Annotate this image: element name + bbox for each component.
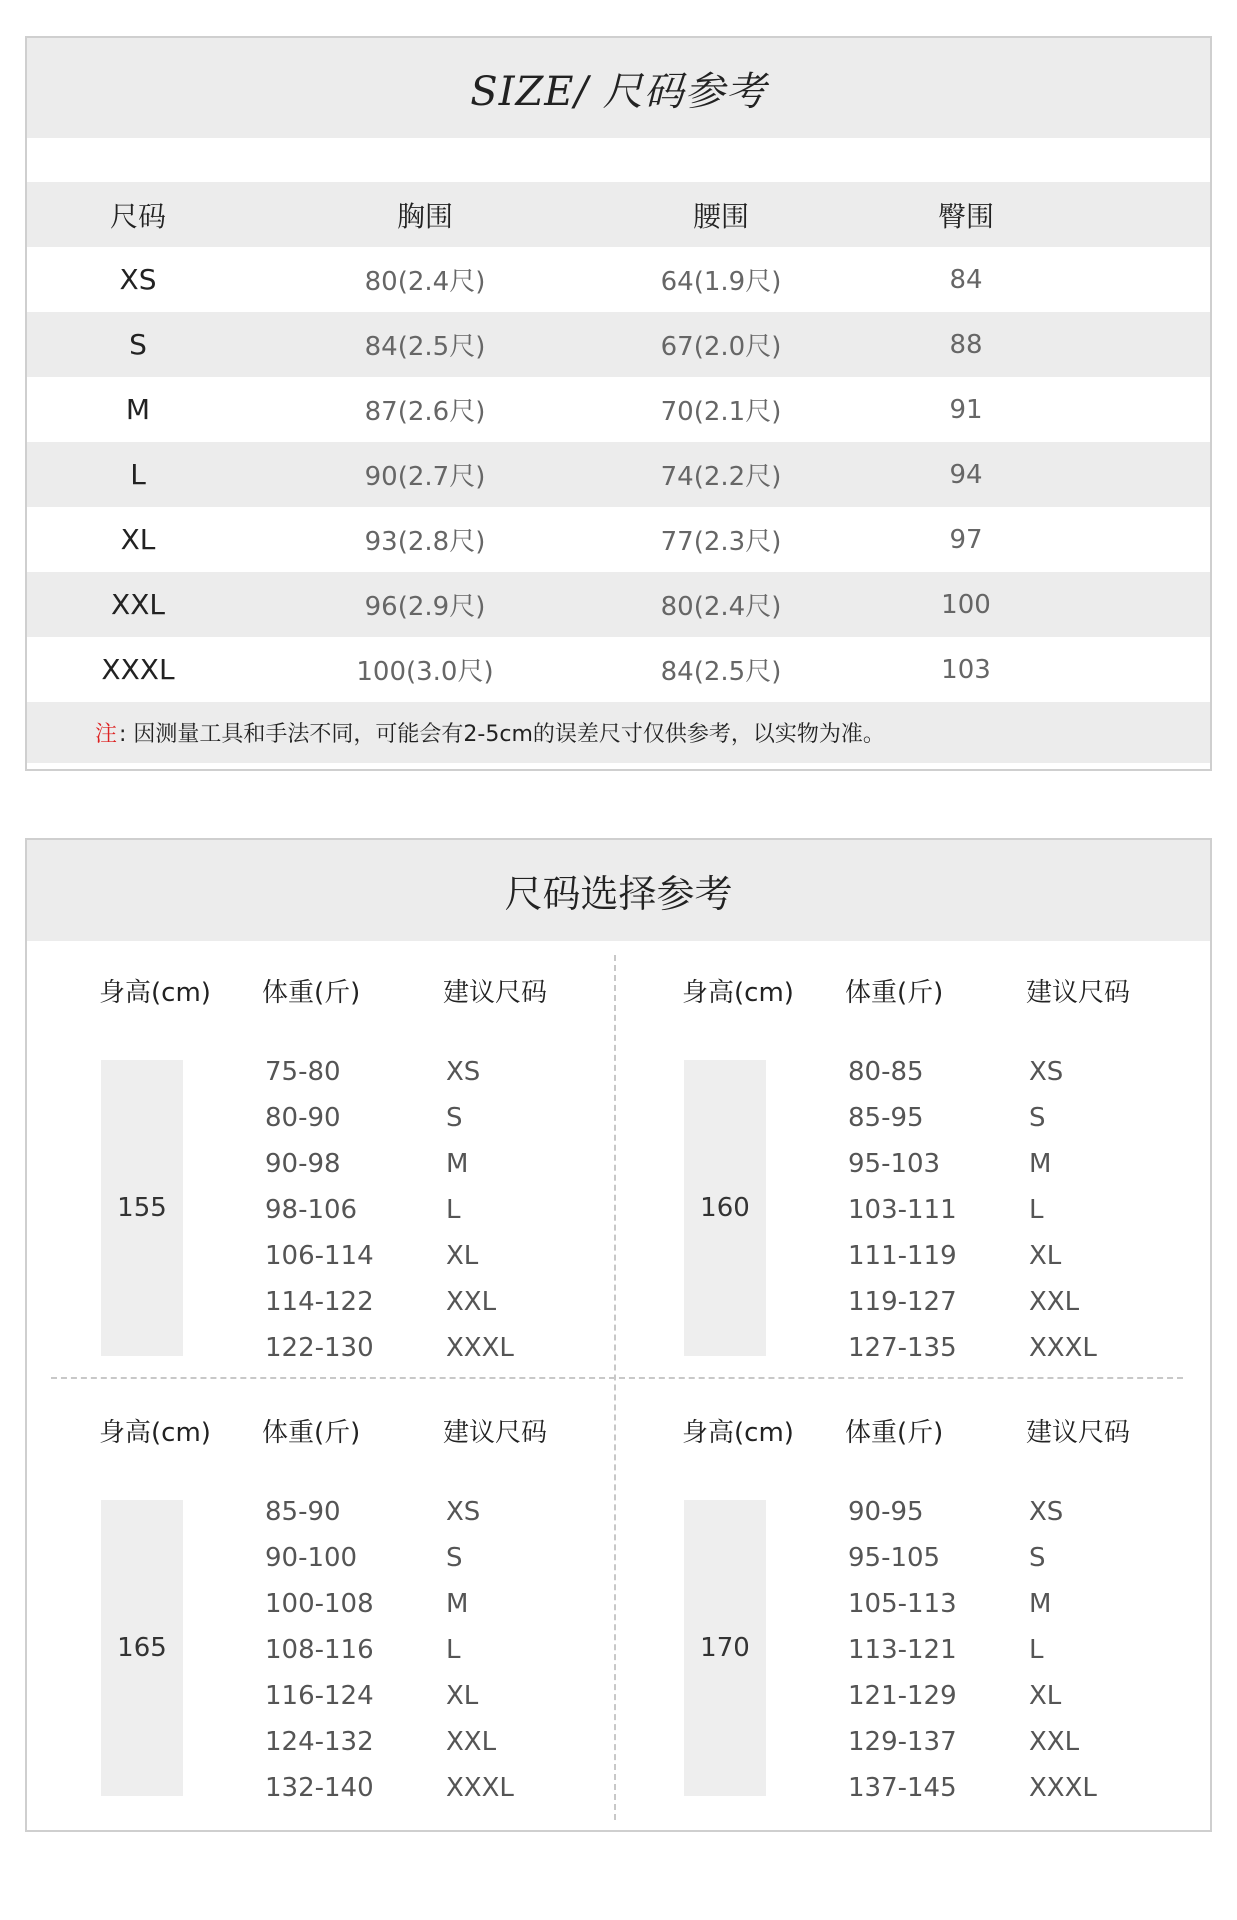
cell-chest: 100(3.0尺)	[356, 657, 494, 687]
weight-range: 121-129	[848, 1681, 957, 1711]
cell-size: L	[130, 458, 146, 491]
measurement-note	[27, 702, 1210, 763]
suggested-size: M	[1029, 1589, 1052, 1619]
list-item	[51, 1053, 631, 1099]
header-suggested-size: 建议尺码	[443, 978, 548, 1008]
suggested-size: XXXL	[1029, 1773, 1097, 1803]
cell-waist: 84(2.5尺)	[660, 657, 782, 687]
header-chest: 胸围	[396, 199, 453, 233]
table-row	[27, 312, 1210, 377]
suggested-size: XL	[446, 1681, 479, 1711]
list-item	[634, 1053, 1214, 1099]
suggested-size: XXL	[1029, 1287, 1080, 1317]
suggested-size: M	[446, 1589, 469, 1619]
cell-size: S	[129, 328, 147, 361]
cell-chest: 90(2.7尺)	[364, 462, 486, 492]
cell-hip: 97	[949, 524, 983, 555]
header-weight: 体重(斤)	[262, 978, 361, 1008]
cell-size: XL	[120, 523, 156, 556]
cell-size: XXXL	[101, 653, 175, 686]
list-item	[634, 1329, 1214, 1375]
cell-chest: 96(2.9尺)	[364, 592, 486, 622]
cell-size: XXL	[111, 588, 165, 621]
suggested-size: XS	[446, 1497, 481, 1527]
weight-range: 111-119	[848, 1241, 957, 1271]
list-item	[51, 1723, 631, 1769]
weight-range: 124-132	[265, 1727, 374, 1757]
suggested-size: S	[446, 1103, 463, 1133]
suggested-size: L	[1029, 1635, 1044, 1665]
suggested-size: XXL	[446, 1727, 497, 1757]
list-item	[51, 1769, 631, 1815]
cell-size: M	[125, 393, 151, 426]
list-item	[634, 1631, 1214, 1677]
list-item	[634, 1769, 1214, 1815]
list-item	[634, 1191, 1214, 1237]
size-recommend-card	[25, 838, 1212, 1832]
suggested-size: XS	[446, 1057, 481, 1087]
cell-chest: 93(2.8尺)	[364, 527, 486, 557]
suggested-size: XL	[1029, 1681, 1062, 1711]
group-header	[634, 972, 1214, 1012]
weight-range: 122-130	[265, 1333, 374, 1363]
height-group-165	[51, 1412, 631, 1832]
size-table-header	[27, 182, 1210, 247]
weight-range: 119-127	[848, 1287, 957, 1317]
weight-range: 90-98	[265, 1149, 341, 1179]
suggested-size: XL	[1029, 1241, 1062, 1271]
suggested-size: XL	[446, 1241, 479, 1271]
suggested-size: XXL	[446, 1287, 497, 1317]
weight-range: 80-90	[265, 1103, 341, 1133]
height-value: 155	[101, 1060, 183, 1356]
weight-range: 85-90	[265, 1497, 341, 1527]
suggested-size: XS	[1029, 1057, 1064, 1087]
weight-range: 85-95	[848, 1103, 924, 1133]
cell-waist: 67(2.0尺)	[660, 332, 782, 362]
suggested-size: XS	[1029, 1497, 1064, 1527]
suggested-size: XXL	[1029, 1727, 1080, 1757]
cell-waist: 70(2.1尺)	[660, 397, 782, 427]
header-height: 身高(cm)	[682, 1418, 794, 1448]
header-height: 身高(cm)	[682, 978, 794, 1008]
list-item	[51, 1191, 631, 1237]
cell-hip: 94	[949, 459, 983, 490]
height-value: 160	[684, 1060, 766, 1356]
list-item	[51, 1631, 631, 1677]
weight-range: 90-100	[265, 1543, 358, 1573]
weight-range: 132-140	[265, 1773, 374, 1803]
table-row	[27, 572, 1210, 637]
table-row	[27, 442, 1210, 507]
header-weight: 体重(斤)	[845, 978, 944, 1008]
suggested-size: M	[1029, 1149, 1052, 1179]
list-item	[634, 1283, 1214, 1329]
list-item	[634, 1539, 1214, 1585]
group-header	[634, 1412, 1214, 1452]
header-suggested-size: 建议尺码	[1026, 978, 1131, 1008]
list-item	[634, 1237, 1214, 1283]
list-item	[634, 1585, 1214, 1631]
weight-range: 127-135	[848, 1333, 957, 1363]
cell-chest: 84(2.5尺)	[364, 332, 486, 362]
list-item	[51, 1237, 631, 1283]
header-hip: 臀围	[937, 199, 994, 233]
group-header	[51, 1412, 631, 1452]
list-item	[51, 1329, 631, 1375]
suggested-size: S	[446, 1543, 463, 1573]
cell-hip: 84	[949, 264, 983, 295]
list-item	[51, 1539, 631, 1585]
weight-range: 90-95	[848, 1497, 924, 1527]
cell-waist: 74(2.2尺)	[660, 462, 782, 492]
list-item	[51, 1493, 631, 1539]
list-item	[634, 1145, 1214, 1191]
cell-waist: 64(1.9尺)	[660, 267, 782, 297]
list-item	[51, 1677, 631, 1723]
cell-hip: 88	[949, 329, 983, 360]
cell-hip: 103	[941, 654, 991, 685]
size-reference-title-bar	[27, 38, 1210, 138]
weight-range: 113-121	[848, 1635, 957, 1665]
list-item	[51, 1283, 631, 1329]
header-suggested-size: 建议尺码	[1026, 1418, 1131, 1448]
weight-range: 129-137	[848, 1727, 957, 1757]
height-value: 165	[101, 1500, 183, 1796]
list-item	[634, 1099, 1214, 1145]
list-item	[51, 1099, 631, 1145]
header-size: 尺码	[109, 199, 166, 233]
cell-size: XS	[119, 263, 157, 296]
cell-waist: 80(2.4尺)	[660, 592, 782, 622]
weight-range: 80-85	[848, 1057, 924, 1087]
suggested-size: XXXL	[446, 1333, 514, 1363]
weight-range: 100-108	[265, 1589, 374, 1619]
cell-chest: 87(2.6尺)	[364, 397, 486, 427]
spacer	[27, 138, 1210, 182]
weight-range: 95-105	[848, 1543, 941, 1573]
header-weight: 体重(斤)	[262, 1418, 361, 1448]
table-row	[27, 377, 1210, 442]
note-label: 注	[95, 722, 118, 747]
suggested-size: L	[446, 1635, 461, 1665]
cell-waist: 77(2.3尺)	[660, 527, 782, 557]
suggested-size: S	[1029, 1103, 1046, 1133]
weight-range: 106-114	[265, 1241, 374, 1271]
size-reference-card	[25, 36, 1212, 771]
weight-range: 103-111	[848, 1195, 957, 1225]
list-item	[634, 1493, 1214, 1539]
weight-range: 116-124	[265, 1681, 374, 1711]
list-item	[634, 1677, 1214, 1723]
size-recommend-title: 尺码选择参考	[27, 840, 1210, 941]
list-item	[51, 1145, 631, 1191]
weight-range: 95-103	[848, 1149, 941, 1179]
weight-range: 105-113	[848, 1589, 957, 1619]
table-row	[27, 637, 1210, 702]
table-row	[27, 507, 1210, 572]
cell-chest: 80(2.4尺)	[364, 267, 486, 297]
weight-range: 108-116	[265, 1635, 374, 1665]
suggested-size: L	[446, 1195, 461, 1225]
height-group-155	[51, 972, 631, 1392]
note-text: : 因测量工具和手法不同，可能会有2-5cm的误差尺寸仅供参考，以实物为准。	[119, 722, 885, 747]
header-weight: 体重(斤)	[845, 1418, 944, 1448]
weight-range: 137-145	[848, 1773, 957, 1803]
header-height: 身高(cm)	[99, 1418, 211, 1448]
height-value: 170	[684, 1500, 766, 1796]
header-suggested-size: 建议尺码	[443, 1418, 548, 1448]
weight-range: 98-106	[265, 1195, 358, 1225]
suggested-size: M	[446, 1149, 469, 1179]
list-item	[51, 1585, 631, 1631]
group-header	[51, 972, 631, 1012]
suggested-size: XXXL	[446, 1773, 514, 1803]
size-reference-title: SIZE/ 尺码参考	[470, 68, 767, 115]
suggested-size: XXXL	[1029, 1333, 1097, 1363]
suggested-size: L	[1029, 1195, 1044, 1225]
height-group-160	[634, 972, 1214, 1392]
header-waist: 腰围	[692, 199, 749, 233]
suggested-size: S	[1029, 1543, 1046, 1573]
cell-hip: 100	[941, 589, 991, 620]
list-item	[634, 1723, 1214, 1769]
header-height: 身高(cm)	[99, 978, 211, 1008]
table-row	[27, 247, 1210, 312]
height-group-170	[634, 1412, 1214, 1832]
weight-range: 114-122	[265, 1287, 374, 1317]
cell-hip: 91	[949, 394, 983, 425]
weight-range: 75-80	[265, 1057, 341, 1087]
